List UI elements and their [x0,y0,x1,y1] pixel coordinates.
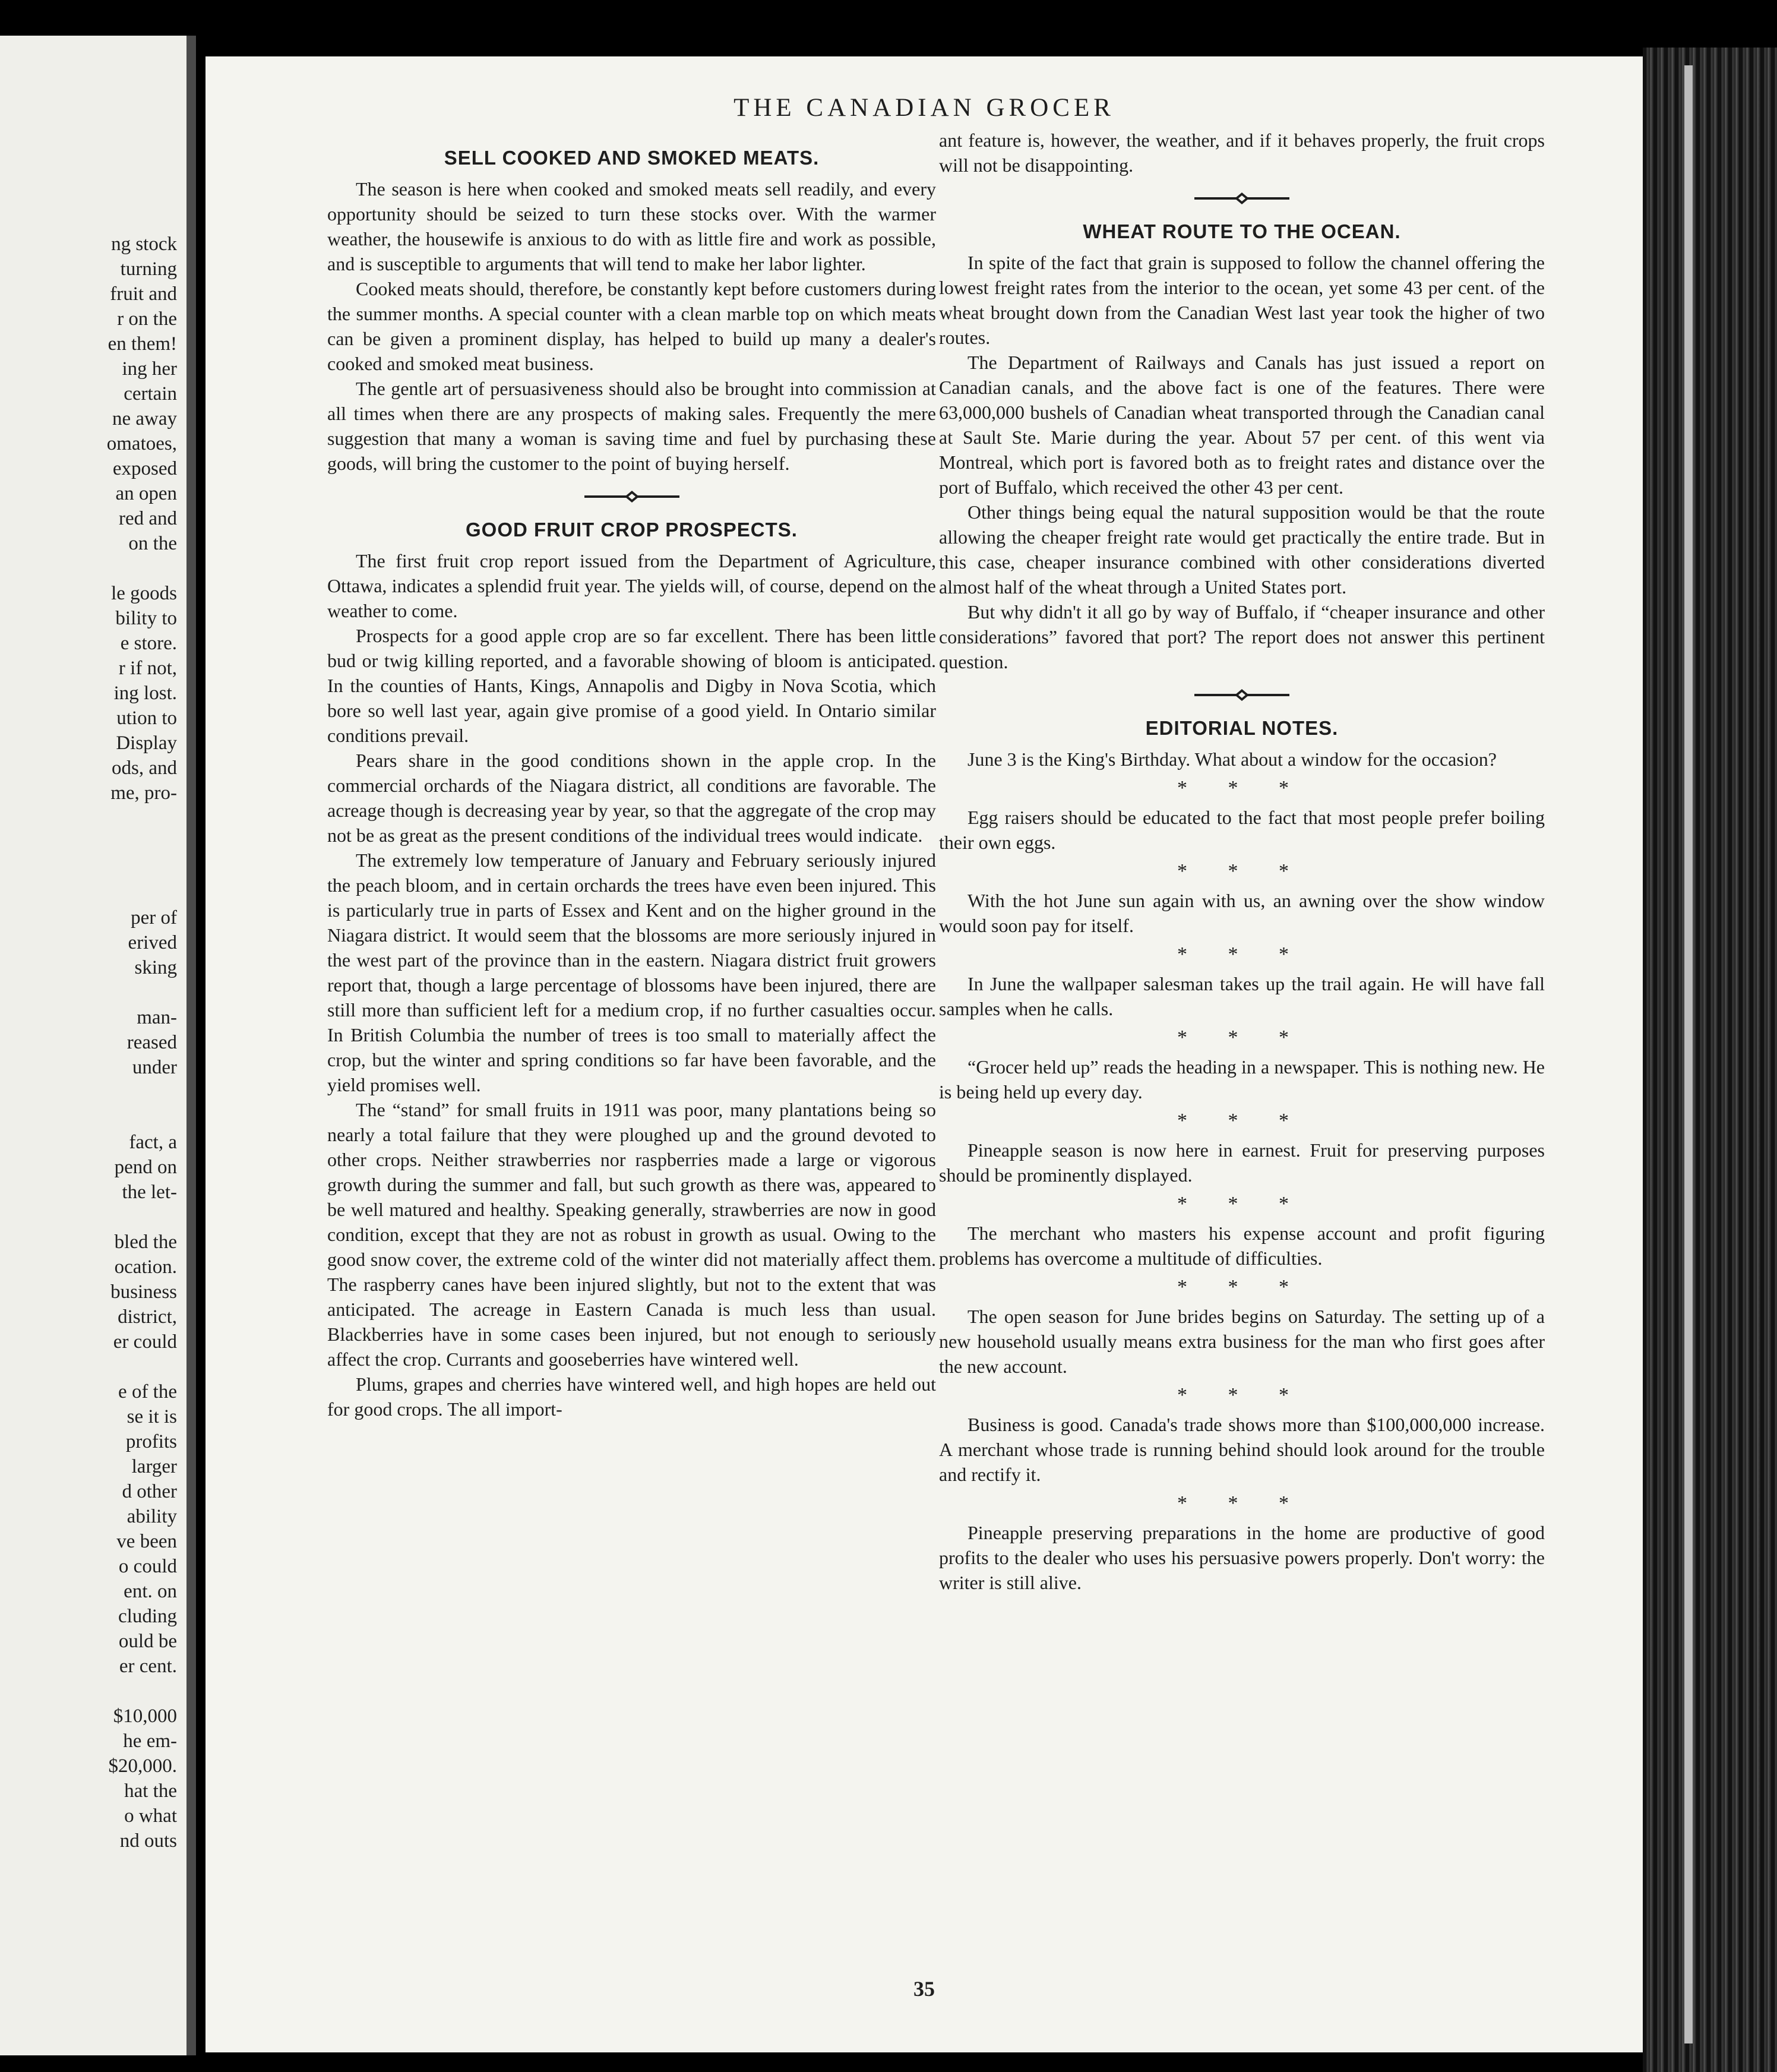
facing-page-line: larger [131,1456,177,1477]
article-title-fruit-crop: GOOD FRUIT CROP PROSPECTS. [466,519,798,541]
facing-page-line: ve been [116,1531,177,1552]
facing-page-line: ing lost. [113,683,177,704]
facing-page-line: se it is [127,1406,177,1427]
editorial-note: Business is good. Canada's trade shows more than $100,000,000 increase. A merchant whose trade is running behind should look around for the trouble and rectify it. [939,1414,1545,1485]
facing-page-line: Display [116,732,177,754]
facing-page-line [23,880,177,905]
facing-page-line [23,1105,177,1130]
facing-page-line: erived [128,932,177,953]
right-column [939,128,1545,1595]
facing-page-line: profits [125,1431,177,1452]
paragraph: The extremely low temperature of January and February seriously injured the peach bloom, and in certain orchards the trees have even been injured. This is particularly true in parts of Essex and Kent and on the higher ground in the Niagara district. It would seem that the blossoms are more seriously injured in the west part of the province than in the eastern. Niagara district fruit growers report that, though a large percentage of blossoms have been injured, there are still more than sufficient left for a medium crop, if no further casualties occur. In British Columbia the number of trees is too small to materially affect the crop, but the winter and spring conditions so far have been favorable, and the yield promises well. [327,849,936,1095]
facing-page-line [23,806,177,830]
paragraph: Plums, grapes and cherries have wintered well, and high hopes are held out for good crops. The all import- [327,1373,936,1420]
editorial-note: Pineapple preserving preparations in the home are productive of good profits to the dealer who uses his persuasive powers properly. Don't worry: the writer is still alive. [939,1522,1545,1593]
facing-page-line: r on the [117,308,177,330]
facing-page-line [23,1080,177,1105]
note-separator: * * * [1177,1276,1307,1298]
paragraph: Prospects for a good apple crop are so far excellent. There has been little bud or twig killing reported, and a favorable showing of bloom is anticipated. In the counties of Hants, Kings, Annapolis and Digby in Nova Scotia, which bore so well last year, again give promise of a good yield. In Ontario similar conditions prevail. [327,625,936,746]
facing-page-line: en them! [107,333,177,355]
facing-page-line [23,830,177,855]
paragraph: But why didn't it all go by way of Buffalo, if “cheaper insurance and other considerations” favored that port? The report does not answer this pertinent question. [939,601,1545,672]
editorial-note: Egg raisers should be educated to the fact that most people prefer boiling their own eggs. [939,807,1545,853]
facing-page-line: certain [124,383,177,405]
facing-page-line: er cent. [119,1656,177,1677]
paragraph: The Department of Railways and Canals has just issued a report on Canadian canals, and the above fact is one of the features. There were 63,000,000 bushels of Canadian wheat transported through the Canadian canal at Sault Ste. Marie during the year. About 57 per cent. of this went via Montreal, which port is favored both as to freight rates and distance over the port of Buffalo, which received the other 43 per cent. [939,352,1545,498]
paragraph: The first fruit crop report issued from the Department of Agriculture, Ottawa, indicates a splendid fruit year. The yields will, of course, depend on the weather to come. [327,550,936,621]
facing-page-line: turning [120,258,177,280]
facing-page-line: $10,000 [113,1705,177,1727]
paragraph: The “stand” for small fruits in 1911 was poor, many plantations being so nearly a total failure that they were ploughed up and the ground devoted to other crops. Neither strawberries nor raspberries made a large or vigorous growth during the summer and fall, but such growth as there was, appeared to be well matured and healthy. Speaking generally, strawberries are now in good condition, except that they are not as robust in growth as usual. Owing to the good snow cover, the extreme cold of the winter did not materially affect them. The raspberry canes have been injured slightly, but not to the extent that was anticipated. The acreage in Eastern Canada is much less than usual. Blackberries have in some cases been injured, but not enough to seriously affect the crop. Currants and gooseberries have wintered well. [327,1099,936,1370]
facing-page-line: e of the [118,1381,177,1403]
facing-page-line: ability [127,1506,177,1527]
facing-page-line: ods, and [112,757,177,779]
article-title-editorial-notes: EDITORIAL NOTES. [1145,717,1339,739]
page-number: 35 [913,1977,935,2001]
editorial-note: In June the wallpaper salesman takes up the trail again. He will have fall samples when he calls. [939,973,1545,1019]
facing-page-line: reased [127,1032,177,1053]
facing-page-line: omatoes, [106,433,177,454]
facing-page-line: me, pro- [110,782,177,804]
paragraph: Pears share in the good conditions shown in the apple crop. In the commercial orchards of the Niagara district, all conditions are favorable. The acreage though is decreasing year by year, so that the aggregate of the crop may not be as great as the present conditions of the individual trees would indicate. [327,750,936,846]
facing-page-line [23,1354,177,1379]
section-divider-ornament [939,674,1545,716]
facing-page-line: ent. on [124,1581,177,1602]
facing-page-line: an open [115,483,177,504]
facing-page-line: he em- [123,1730,177,1752]
facing-page-line: o could [118,1556,177,1577]
editorial-note: The open season for June brides begins on Saturday. The setting up of a new household usually means extra business for the man who first goes after the new account. [939,1306,1545,1377]
paragraph: Cooked meats should, therefore, be constantly kept before customers during the summer months. A special counter with a clean marble top on which meats can be given a prominent display, has helped to build up many a dealer's cooked and smoked meat business. [327,278,936,374]
facing-page-line [23,1205,177,1230]
facing-page-line: fact, a [129,1132,177,1153]
binding-spine-line [1684,65,1693,2043]
facing-page-line: ne away [112,408,177,429]
facing-page-line: man- [137,1007,177,1028]
facing-page-line: per of [131,907,177,928]
facing-page-line: e store. [120,633,177,654]
facing-page-line [23,855,177,880]
facing-page-line: er could [113,1331,177,1353]
editorial-note: The merchant who masters his expense account and profit figuring problems has overcome a multitude of difficulties. [939,1223,1545,1269]
facing-page-line: hat the [124,1780,177,1802]
facing-page-line: fruit and [110,283,177,305]
facing-page-line: pend on [114,1157,177,1178]
section-divider-ornament [939,178,1545,219]
facing-page-line: ution to [116,707,177,729]
note-separator: * * * [1177,1110,1307,1132]
note-separator: * * * [1177,1384,1307,1406]
facing-page [0,36,196,2055]
paragraph-continuation: ant feature is, however, the weather, and if it behaves properly, the fruit crops will not be disappointing. [939,130,1545,176]
facing-page-line: bled the [114,1231,177,1253]
editorial-note: Pineapple season is now here in earnest. Fruit for preserving purposes should be prominently displayed. [939,1139,1545,1186]
editorial-note: With the hot June sun again with us, an awning over the show window would soon pay for itself. [939,890,1545,936]
paragraph: Other things being equal the natural supposition would be that the route allowing the cheaper freight rate would get practically the entire trade. But in this case, cheaper insurance combined with other considerations diverted almost half of the wheat through a United States port. [939,501,1545,598]
editorial-note: “Grocer held up” reads the heading in a newspaper. This is nothing new. He is being held up every day. [939,1056,1545,1103]
paragraph: The season is here when cooked and smoked meats sell readily, and every opportunity should be seized to turn these stocks over. With the warmer weather, the housewife is anxious to do with as little fire and work as possible, and is susceptible to arguments that will tend to make her labor lighter. [327,178,936,274]
facing-page-line: ocation. [114,1256,177,1278]
article-title-cooked-meats: SELL COOKED AND SMOKED MEATS. [444,147,820,169]
facing-page-line: ng stock [111,233,177,255]
facing-page-line: r if not, [118,658,177,679]
facing-page-line: cluding [118,1606,177,1627]
facing-page-line: red and [118,508,177,529]
facing-page-line: under [132,1057,177,1078]
left-column [327,146,936,1422]
running-head: THE CANADIAN GROCER [733,94,1115,122]
note-separator: * * * [1177,1026,1307,1048]
note-separator: * * * [1177,1193,1307,1215]
facing-page-line: exposed [112,458,177,479]
facing-page-line [23,1679,177,1704]
facing-page-line: the let- [122,1182,177,1203]
note-separator: * * * [1177,1492,1307,1514]
facing-page-line: district, [118,1306,177,1328]
paragraph: The gentle art of persuasiveness should also be brought into commission at all times when there are any prospects of making sales. Frequently the mere suggestion that many a woman is saving time and fuel by purchasing these goods, will bring the customer to the point of buying herself. [327,378,936,474]
facing-page-line: le goods [111,583,177,604]
facing-page-line: ould be [118,1631,177,1652]
facing-page-line: sking [134,957,177,978]
note-separator: * * * [1177,943,1307,965]
editorial-note: June 3 is the King's Birthday. What about a window for the occasion? [967,748,1497,770]
book-binding-edge [1643,48,1777,2072]
magazine-page [205,56,1643,2052]
paragraph: In spite of the fact that grain is supposed to follow the channel offering the lowest freight rates from the interior to the ocean, yet some 43 per cent. of the wheat brought down from the Canadian West last year took the higher of two routes. [939,252,1545,348]
facing-page-line: $20,000. [108,1755,177,1777]
editorial-notes-list [939,747,1545,1595]
section-divider-ornament [327,476,936,517]
facing-page-line [23,556,177,581]
facing-page-line: ing her [122,358,177,380]
facing-page-line: on the [128,533,177,554]
note-separator: * * * [1177,777,1307,799]
article-title-wheat-route: WHEAT ROUTE TO THE OCEAN. [1083,220,1401,242]
note-separator: * * * [1177,860,1307,882]
facing-page-line [23,980,177,1005]
facing-page-line: bility to [115,608,177,629]
facing-page-line: d other [122,1481,177,1502]
facing-page-text [23,232,177,1853]
facing-page-line: business [110,1281,177,1303]
facing-page-line: o what [124,1805,177,1827]
facing-page-line: nd outs [119,1830,177,1852]
